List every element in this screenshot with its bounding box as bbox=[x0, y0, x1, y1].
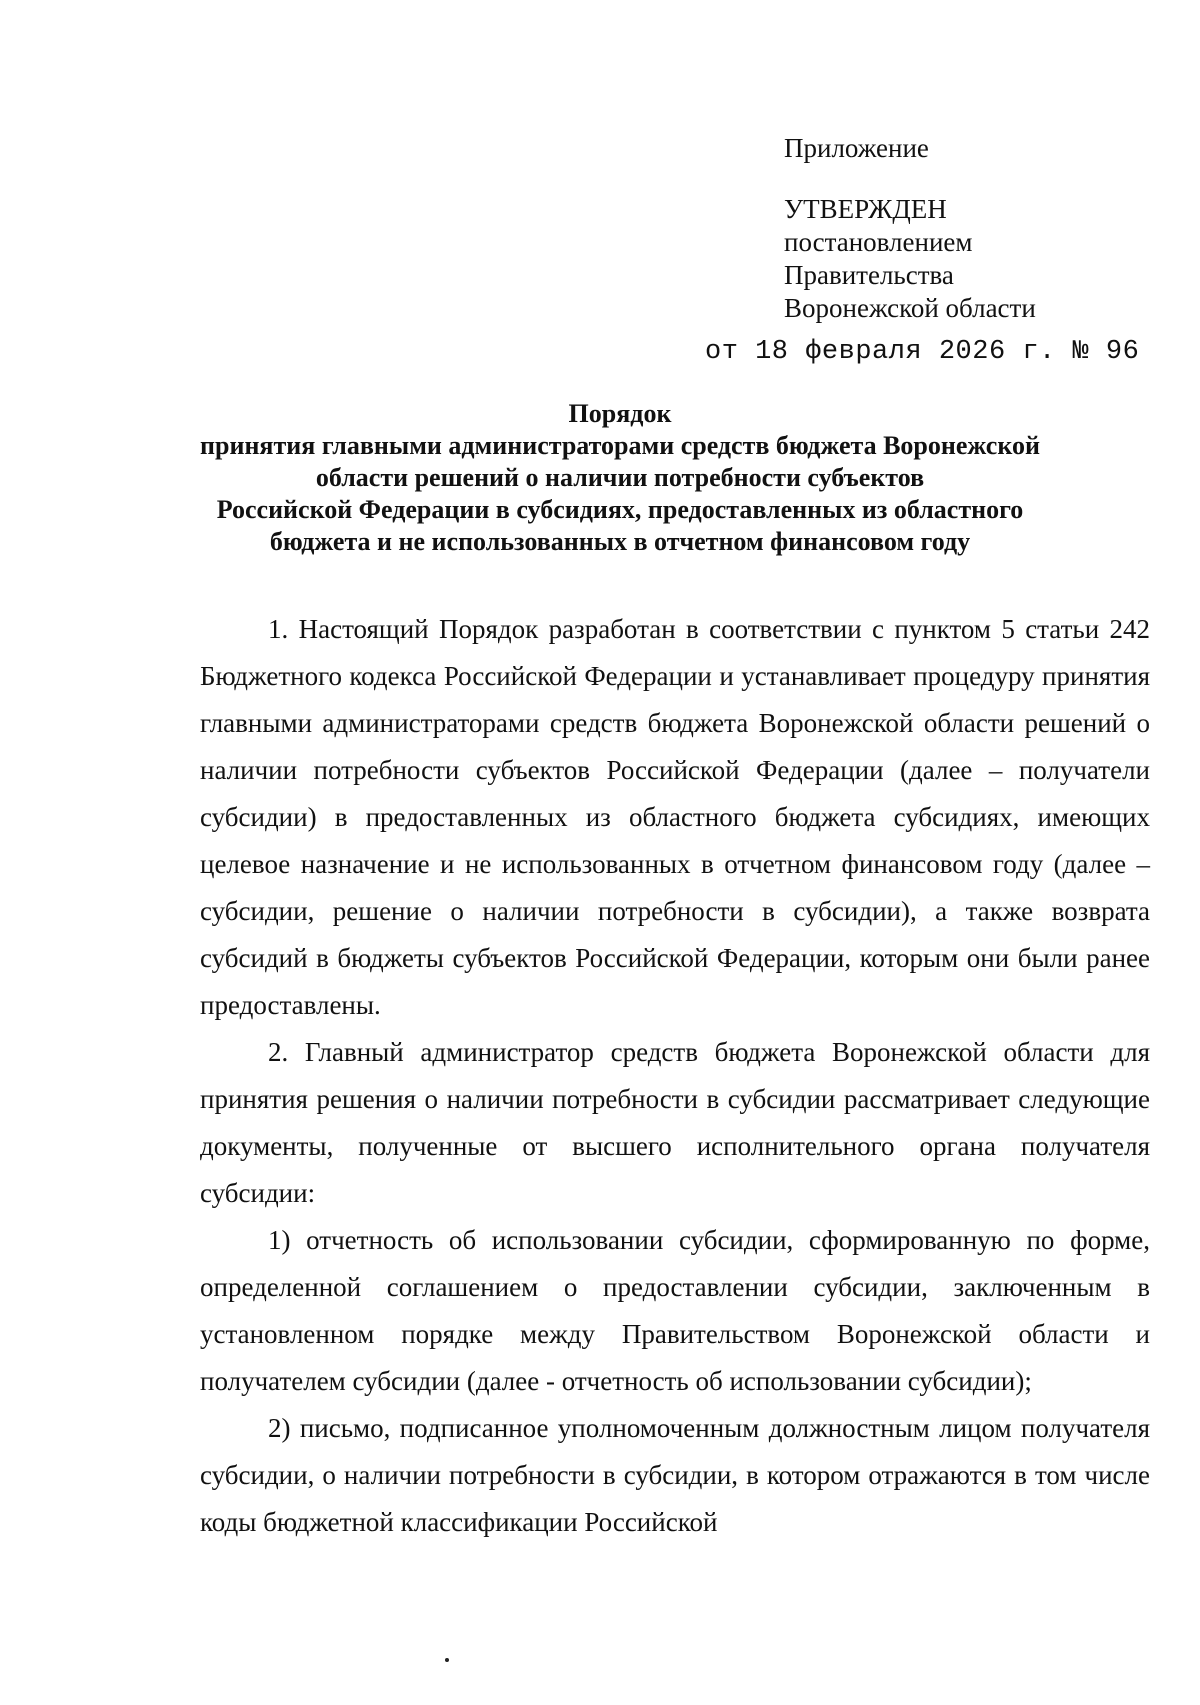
approved-by-line-2: Правительства bbox=[784, 260, 954, 290]
document-body bbox=[200, 606, 1150, 1546]
page-mark-dot bbox=[445, 1658, 449, 1662]
document-title bbox=[200, 398, 1040, 558]
title-heading: Порядок bbox=[568, 399, 672, 428]
paragraph-2-item-1: 1) отчетность об использовании субсидии, сформированную по форме, определенной соглашением о предоставлении субсидии, заключенным в установленном порядке между Правительством Воронежской области и получателем субсидии (далее - отчетность об использовании субсидии); bbox=[200, 1225, 1150, 1396]
paragraph-2-item-2: 2) письмо, подписанное уполномоченным должностным лицом получателя субсидии, о наличии потребности в субсидии, в котором отражаются в том числе коды бюджетной классификации Российской bbox=[200, 1413, 1150, 1537]
title-line-1: принятия главными администраторами средств бюджета Воронежской bbox=[200, 431, 1040, 460]
decree-date-number: от 18 февраля 2026 г. № 96 bbox=[705, 337, 1140, 367]
approved-label: УТВЕРЖДЕН bbox=[784, 194, 947, 224]
paragraph-1: 1. Настоящий Порядок разработан в соответствии с пунктом 5 статьи 242 Бюджетного кодекса Российской Федерации и устанавливает процедуру принятия главными администраторами средств бюджета Воронежской области решений о наличии потребности субъектов Российской Федерации (далее – получатели субсидии) в предоставленных из областного бюджета субсидиях, имеющих целевое назначение и не использованных в отчетном финансовом году (далее – субсидии, решение о наличии потребности в субсидии), а также возврата субсидий в бюджеты субъектов Российской Федерации, которым они были ранее предоставлены. bbox=[200, 614, 1150, 1020]
paragraph-2: 2. Главный администратор средств бюджета Воронежской области для принятия решения о наличии потребности в субсидии рассматривает следующие документы, полученные от высшего исполнительного органа получателя субсидии: bbox=[200, 1037, 1150, 1208]
approval-block bbox=[705, 132, 1140, 367]
appendix-label: Приложение bbox=[784, 133, 929, 163]
approved-by-line-3: Воронежской области bbox=[784, 293, 1036, 323]
title-line-3: Российской Федерации в субсидиях, предоставленных из областного bbox=[216, 495, 1024, 524]
title-line-2: области решений о наличии потребности субъектов bbox=[315, 463, 925, 492]
title-line-4: бюджета и не использованных в отчетном финансовом году bbox=[269, 527, 971, 556]
approved-by-line-1: постановлением bbox=[784, 227, 973, 257]
